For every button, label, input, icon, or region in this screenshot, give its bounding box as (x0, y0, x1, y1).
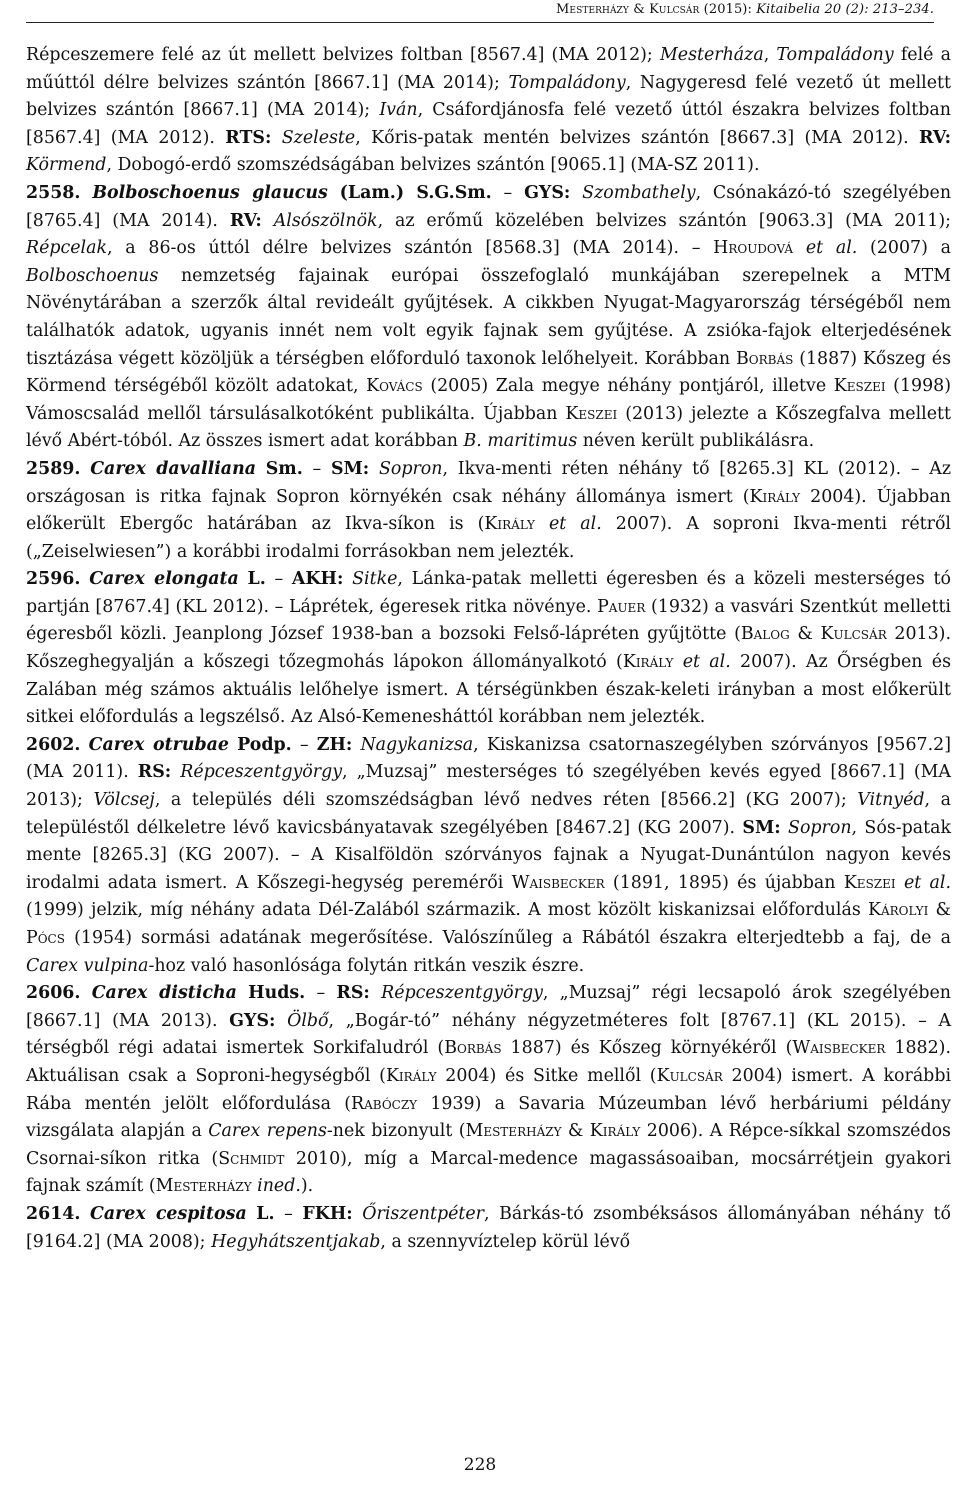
cited-author: Keszei (565, 403, 618, 424)
locality: Répceszentgyörgy (180, 762, 343, 783)
locality: Ölbő (287, 1010, 329, 1031)
cited-author: Kulcsár (656, 1065, 723, 1086)
entry-number: 2614. (26, 1203, 81, 1224)
header-journal: Kitaibelia (756, 2, 821, 17)
taxon-name: Carex elongata (89, 569, 239, 590)
species-entry-2606: 2606. Carex disticha Huds. – RS: Répceszentgyörgy, „Muzsaj” régi lecsapoló árok szegélyében [8667.1] (MA 2013). GYS: Ölbő, „Bogár-tó” néhány négyzetméteres folt [8767.1] (KL 2015). – A térségből régi adatai ismertek Sorkifaludról (Borbás 1887) és Kőszeg környékéről (Waisbecker 1882). Aktuálisan csak a Soproni-hegységből (Király 2004) és Sitke mellől (Kulcsár 2004) ismert. A korábbi Rába mentén jelölt előfordulása (Rabóczy 1939) a Savaria Múzeumban lévő herbáriumi példány vizsgálata alapján a Carex repens-nek bizonyult (Mesterházy & Király 2006). A Répce-síkkal szomszédos Csornai-síkon ritka (Schmidt 2010), míg a Marcal-medence magassásoaiban, mocsárrétjein gyakori fajnak számít (Mesterházy ined.). (26, 983, 952, 1197)
cited-author: Király (484, 514, 535, 535)
cited-author: Király (385, 1065, 437, 1086)
region-code: SM: (330, 458, 370, 479)
header-volume: 20 (2): 213–234. (824, 2, 934, 17)
cited-author: Kulcsár (820, 624, 887, 645)
region-code: SM: (742, 817, 781, 838)
locality: Nagykanizsa (360, 734, 474, 755)
region-code: FKH: (302, 1203, 353, 1224)
entry-number: 2589. (26, 458, 81, 479)
article-body (26, 42, 951, 1256)
locality: Répceszentgyörgy (381, 983, 543, 1004)
cited-author: Borbás (444, 1038, 502, 1059)
taxon-author: Huds. (248, 983, 306, 1004)
header-author: Kulcsár (649, 2, 700, 17)
cited-author: Schmidt (218, 1148, 285, 1169)
locality: Vitnyéd (857, 790, 925, 811)
taxon-name: Carex cespitosa (90, 1203, 247, 1224)
cited-author: Hroudová (713, 238, 794, 259)
region-code: GYS: (524, 182, 571, 203)
cited-author: Király (749, 486, 801, 507)
species-entry-2589: 2589. Carex davalliana Sm. – SM: Sopron, Ikva-menti réten néhány tő [8265.3] KL (2012). – Az országosan is ritka fajnak Sopron környékén csak néhány állománya ismert (Király 2004). Újabban előkerült Ebergőc határában az Ikva-síkon is (Király et al. 2007). A soproni Ikva-menti rétről („Zeiselwiesen”) a korábbi irodalmi forrásokban nem jelezték. (26, 458, 952, 562)
entry-number: 2596. (26, 569, 81, 590)
region-code: GYS: (229, 1010, 276, 1031)
taxon-name: Carex otrubae (88, 734, 229, 755)
cited-author: Rabóczy (351, 1093, 418, 1114)
taxon-author: Podp. (237, 734, 292, 755)
cited-author: Király (622, 652, 674, 673)
locality: Őriszentpéter (362, 1203, 484, 1224)
cited-author: Mesterházy (155, 1176, 252, 1197)
locality: Sopron (378, 458, 443, 479)
cited-author: Kovács (366, 376, 423, 397)
region-code: RV: (919, 127, 951, 148)
header-author: Mesterházy (556, 2, 629, 17)
cited-author: Waisbecker (792, 1038, 886, 1059)
region-code: RTS: (225, 127, 272, 148)
locality: Hegyhátszentjakab (211, 1231, 381, 1252)
cited-author: Károlyi (867, 900, 929, 921)
species-entry-2558: 2558. Bolboschoenus glaucus (Lam.) S.G.Sm. – GYS: Szombathely, Csónakázó-tó szegélyében [8765.4] (MA 2014). RV: Alsószölnök, az erőmű közelében belvizes szántón [9063.3] (MA 2011); Répcelak, a 86-os úttól délre belvizes szántón [8568.3] (MA 2014). – Hroudová et al. (2007) a Bolboschoenus nemzetség fajainak európai összefoglaló munkájában szerepelnek a MTM Növénytárában a szerzők által revideált gyűjtések. A cikkben Nyugat-Magyarország térségéből nem találhatók adatok, ugyanis innét nem volt egyik fajnak sem gyűjtése. A zsióka-fajok elterjedésének tisztázása végett közöljük a térségben előforduló taxonok lelőhelyeit. Korábban Borbás (1887) Kőszeg és Körmend térségéből közölt adatokat, Kovács (2005) Zala megye néhány pontjáról, illetve Keszei (1998) Vámoscsalád mellől társulásalkotóként publikálta. Újabban Keszei (2013) jelezte a Kőszegfalva mellett lévő Abért-tóból. Az összes ismert adat korábban B. maritimus néven került publikálásra. (26, 182, 952, 452)
cited-author: Pócs (26, 928, 65, 948)
species-entry-2596: 2596. Carex elongata L. – AKH: Sitke, Lánka-patak melletti égeresben és a közeli mesterséges tó partján [8767.4] (KL 2012). – Láprétek, égeresek ritka növénye. Pauer (1932) a vasvári Szentkút melletti égeresből közli. Jeanplong József 1938-ban a bozsoki Felső-lápréten gyűjtötte (Balog & Kulcsár 2013). Kőszeghegyalján a kőszegi tőzegmohás lápokon állományalkotó (Király et al. 2007). Az Őrségben és Zalában még számos aktuális lelőhelye ismert. A térségünkben észak-keleti irányban a most előkerült sitkei előfordulás a legszélső. Az Alsó-Kemenesháttól korábban nem jelezték. (26, 569, 952, 728)
locality: Szeleste (281, 127, 356, 148)
locality: Sopron (788, 817, 852, 838)
intro-paragraph: Répceszemere felé az út mellett belvizes foltban [8567.4] (MA 2012); Mesterháza, Tompaládony felé a műúttól délre belvizes szántón [8667.1] (MA 2014); Tompaládony, Nagygeresd felé vezető út mellett belvizes szántón [8667.1] (MA 2014); Iván, Csáfordjánosfa felé vezető úttól északra belvizes foltban [8567.4] (MA 2012). RTS: Szeleste, Kőris-patak mentén belvizes szántón [8667.3] (MA 2012). RV: Körmend, Dobogó-erdő szomszédságában belvizes szántón [9065.1] (MA-SZ 2011). (26, 45, 951, 176)
entry-number: 2602. (26, 734, 81, 755)
locality: Szombathely (582, 182, 696, 203)
header-rule (26, 22, 934, 23)
entry-number: 2558. (26, 182, 81, 203)
entry-number: 2606. (26, 983, 81, 1004)
taxon-name: Bolboschoenus glaucus (92, 182, 328, 203)
region-code: ZH: (316, 734, 353, 755)
taxon-name: Carex davalliana (90, 458, 256, 479)
taxon-name: Carex disticha (91, 983, 237, 1004)
locality: Répcelak (26, 238, 108, 259)
locality: Sitke (352, 569, 398, 590)
locality: Alsószölnök (273, 210, 378, 231)
cited-author: Keszei (833, 376, 886, 397)
taxon-author: L. (247, 569, 266, 590)
cited-author: Mesterházy (465, 1121, 562, 1142)
cited-author: Waisbecker (511, 872, 605, 893)
page-number: 228 (463, 1455, 497, 1475)
locality: Mesterháza (659, 45, 764, 65)
cited-author: Király (589, 1121, 641, 1142)
running-header: Mesterházy & Kulcsár (2015): Kitaibelia 20 (2): 213–234. (556, 2, 934, 17)
taxon-author: (Lam.) S.G.Sm. (339, 182, 492, 203)
taxon-author: Sm. (265, 458, 303, 479)
region-code: RS: (336, 983, 370, 1004)
species-entry-2614: 2614. Carex cespitosa L. – FKH: Őriszentpéter, Bárkás-tó zsombéksásos állományában néhány tő [9164.2] (MA 2008); Hegyhátszentjakab, a szennyvíztelep körül lévő (26, 1203, 952, 1252)
cited-author: Pauer (597, 596, 646, 617)
taxon-author: L. (256, 1203, 275, 1224)
species-entry-2602: 2602. Carex otrubae Podp. – ZH: Nagykanizsa, Kiskanizsa csatornaszegélyben szórványos [9567.2] (MA 2011). RS: Répceszentgyörgy, „Muzsaj” mesterséges tó szegélyében kevés egyed [8667.1] (MA 2013); Völcsej, a település déli szomszédságban lévő nedves réten [8566.2] (KG 2007); Vitnyéd, a településtől délkeletre lévő kavicsbányatavak szegélyében [8467.2] (KG 2007). SM: Sopron, Sós-patak mente [8265.3] (KG 2007). – A Kisalföldön szórványos fajnak a Nyugat-Dunántúlon nagyon kevés irodalmi adata ismert. A Kőszegi-hegység peremérői Waisbecker (1891, 1895) és újabban Keszei et al. (1999) jelzik, míg néhány adata Dél-Zalából származik. A most közölt kiskanizsai előfordulás Károlyi & Pócs (1954) sormási adatának megerősítése. Valószínűleg a Rábától északra elterjedtebb a faj, de a Carex vulpina-hoz való hasonlósága folytán ritkán veszik észre. (26, 734, 952, 976)
region-code: AKH: (291, 569, 344, 590)
locality: Körmend (26, 155, 107, 176)
region-code: RS: (137, 762, 172, 783)
locality: Völcsej (93, 790, 155, 811)
locality: Iván (379, 100, 418, 121)
region-code: RV: (229, 210, 262, 231)
locality: Tompaládony (776, 45, 894, 65)
cited-author: Borbás (735, 348, 794, 369)
locality: Tompaládony (508, 72, 626, 93)
cited-author: Balog (740, 624, 790, 645)
cited-author: Keszei (843, 872, 896, 893)
